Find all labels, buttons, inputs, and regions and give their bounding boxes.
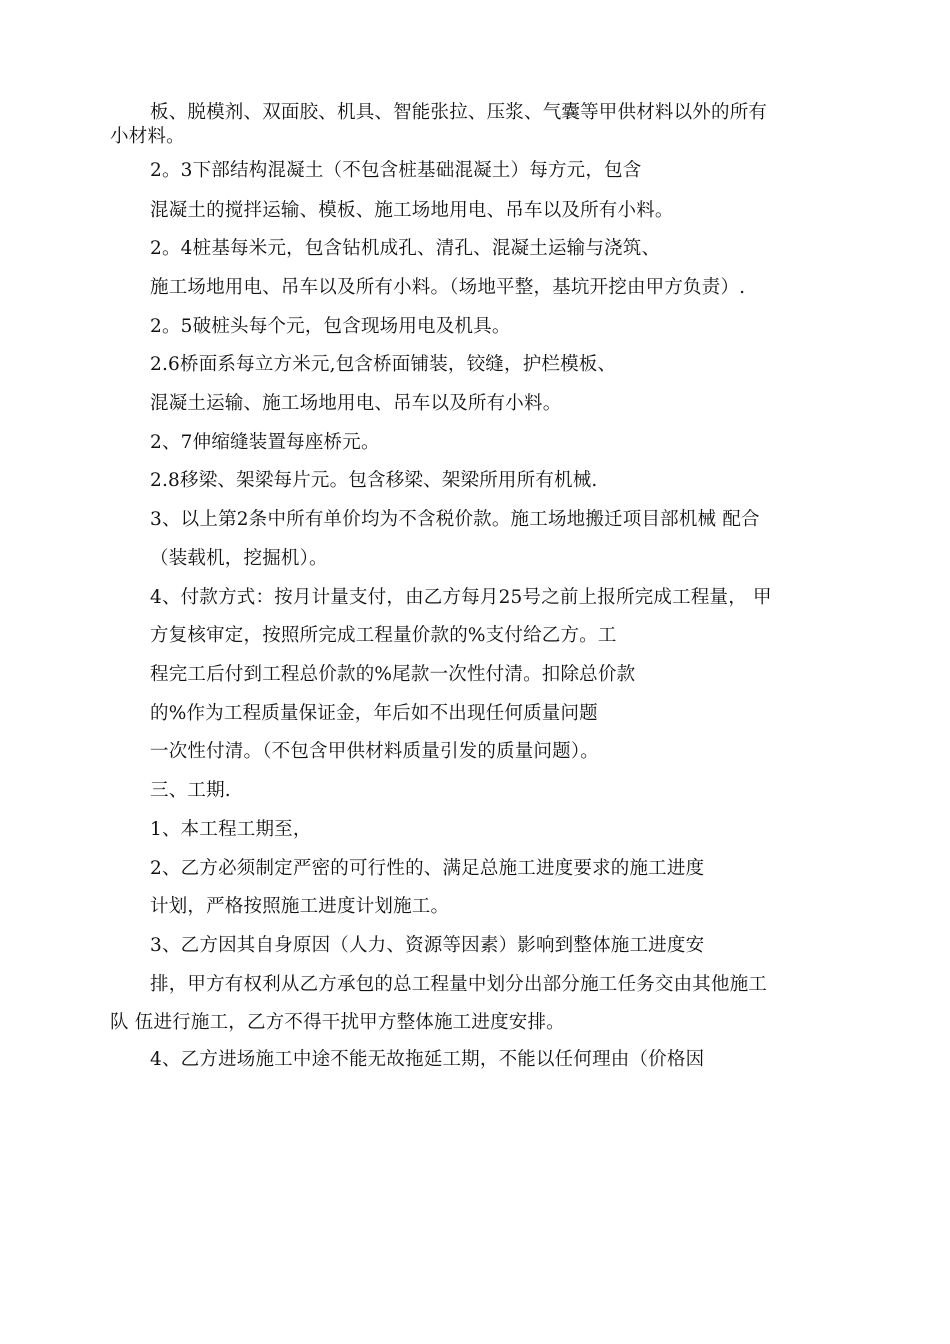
text-line: 4、乙方进场施工中途不能无故拖延工期，不能以任何理由（价格因 [150, 1049, 705, 1070]
text-line: 1、本工程工期至， [150, 819, 312, 840]
text-line: 3、以上第2条中所有单价均为不含税价款。施工场地搬迁项目部机械 配合 [150, 509, 760, 530]
text-line: 一次性付清。（不包含甲供材料质量引发的质量问题）。 [150, 741, 600, 762]
text-line: 3、乙方因其自身原因（人力、资源等因素）影响到整体施工进度安 [150, 935, 705, 956]
text-line: 程完工后付到工程总价款的%尾款一次性付清。扣除总价款 [150, 664, 636, 685]
text-line: 混凝土运输、施工场地用电、吊车以及所有小料。 [150, 393, 562, 414]
text-line: 方复核审定，按照所完成工程量价款的%支付给乙方。工 [150, 625, 617, 646]
text-line: 施工场地用电、吊车以及所有小料。（场地平整，基坑开挖由甲方负责）. [150, 277, 746, 298]
text-line: 2。3下部结构混凝土（不包含桩基础混凝土）每方元，包含 [150, 160, 642, 181]
section-heading: 三、工期. [150, 780, 231, 801]
text-line: 2、乙方必须制定严密的可行性的、满足总施工进度要求的施工进度 [150, 858, 705, 879]
text-line: 排，甲方有权利从乙方承包的总工程量中划分出部分施工任务交由其他施工 [150, 974, 768, 995]
text-line: 小材料。 [110, 126, 185, 147]
text-line: 的%作为工程质量保证金，年后如不出现任何质量问题 [150, 703, 598, 724]
text-line: 2、7伸缩缝装置每座桥元。 [150, 432, 380, 453]
text-line: 2。4桩基每米元，包含钻机成孔、清孔、混凝土运输与浇筑、 [150, 238, 661, 259]
text-line: 混凝土的搅拌运输、模板、施工场地用电、吊车以及所有小料。 [150, 200, 674, 221]
text-line: 2.6桥面系每立方米元,包含桥面铺装，铰缝，护栏模板、 [150, 354, 617, 375]
text-line: 板、脱模剂、双面胶、机具、智能张拉、压浆、气囊等甲供材料以外的所有 [150, 102, 768, 123]
text-line: 2.8移梁、架梁每片元。包含移梁、架梁所用所有机械. [150, 470, 598, 491]
text-line: 4、付款方式：按月计量支付，由乙方每月25号之前上报所完成工程量， 甲 [150, 587, 772, 608]
text-line: （装载机，挖掘机）。 [150, 548, 328, 569]
text-line: 队 伍进行施工，乙方不得干扰甲方整体施工进度安排。 [110, 1012, 565, 1033]
text-line: 2。5破桩头每个元，包含现场用电及机具。 [150, 316, 511, 337]
text-line: 计划，严格按照施工进度计划施工。 [150, 896, 450, 917]
